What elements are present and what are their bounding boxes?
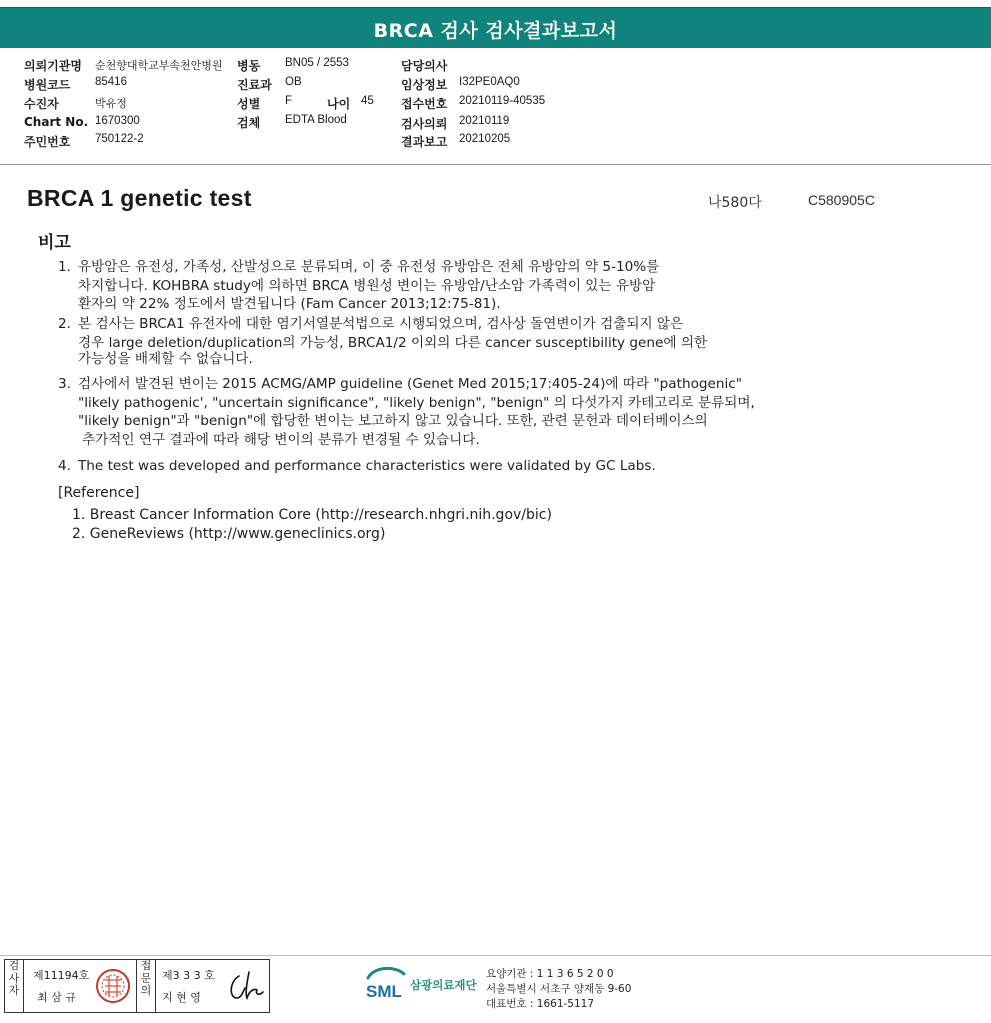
note-line: "likely pathogenic', "uncertain significance", "likely benign", "benign" 의 다섯가지 카테고리로 분류되며, bbox=[78, 394, 755, 411]
name-label: 수진자 bbox=[24, 97, 59, 111]
logo-text: SML bbox=[366, 982, 402, 1001]
institution-value: 순천향대학교부속천안병원 bbox=[95, 59, 223, 72]
dept-value: OB bbox=[285, 76, 302, 88]
note-number: 3. bbox=[58, 376, 71, 392]
reviewer-name: 지 현 영 bbox=[162, 991, 201, 1004]
note-line: 차지합니다. KOHBRA study에 의하면 BRCA 병원성 변이는 유방암/난소암 가족력이 있는 유방암 bbox=[78, 277, 656, 294]
note-number: 1. bbox=[58, 259, 71, 275]
examiner-seal-icon bbox=[95, 968, 131, 1004]
note-line: 환자의 약 22% 정도에서 발견됩니다 (Fam Cancer 2013;12:75-81). bbox=[78, 296, 501, 312]
sex-label: 성별 bbox=[237, 97, 261, 111]
name-value: 박유정 bbox=[95, 97, 127, 110]
report-date-value: 20210205 bbox=[459, 133, 511, 145]
code-label: 병원코드 bbox=[24, 78, 71, 92]
examiner-label: 검 사 자 bbox=[5, 960, 24, 1012]
note-line: 추가적인 연구 결과에 따라 해당 변이의 분류가 변경될 수 있습니다. bbox=[82, 431, 480, 448]
ward-label: 병동 bbox=[237, 59, 261, 73]
test-code-b: C580905C bbox=[808, 192, 875, 208]
id-label: 주민번호 bbox=[24, 135, 71, 149]
note-line: 본 검사는 BRCA1 유전자에 대한 염기서열분석법으로 시행되었으며, 검사상 돌연변이가 검출되지 않은 bbox=[78, 316, 684, 332]
age-value: 45 bbox=[361, 95, 374, 107]
request-value: 20210119 bbox=[459, 115, 510, 127]
patient-info-panel bbox=[0, 48, 991, 165]
institution-number: 요양기관 : 1 1 3 6 5 2 0 0 bbox=[486, 968, 614, 980]
code-value: 85416 bbox=[95, 76, 127, 88]
clinical-label: 임상정보 bbox=[401, 78, 448, 92]
note-line: 검사에서 발견된 변이는 2015 ACMG/AMP guideline (Genet Med 2015;17:405-24)에 따라 "pathogenic" bbox=[78, 376, 743, 392]
note-line: The test was developed and performance characteristics were validated by GC Labs. bbox=[78, 458, 656, 474]
corp-phone: 대표번호 : 1661-5117 bbox=[486, 998, 595, 1010]
note-line: "likely benign"과 "benign"에 합당한 변이는 보고하지 않고 있습니다. 또한, 관련 문헌과 데이터베이스의 bbox=[78, 413, 708, 429]
reviewer-label: 접 문 의 bbox=[136, 960, 156, 1012]
corp-name: 삼광의료재단 bbox=[410, 978, 477, 992]
doctor-label: 담당의사 bbox=[401, 59, 448, 73]
ward-value: BN05 / 2553 bbox=[285, 57, 349, 69]
reference-item: 2. GeneReviews (http://www.geneclinics.org) bbox=[72, 526, 386, 542]
specimen-value: EDTA Blood bbox=[285, 114, 347, 126]
sex-value: F bbox=[285, 95, 293, 107]
chart-value: 1670300 bbox=[95, 115, 140, 127]
reviewer-signature-icon bbox=[225, 966, 265, 1006]
receipt-value: 20210119-40535 bbox=[459, 95, 546, 107]
report-title: BRCA 검사 검사결과보고서 bbox=[373, 20, 618, 42]
corp-address: 서울특별시 서초구 양재동 9-60 bbox=[486, 983, 632, 995]
sml-logo-icon bbox=[364, 964, 408, 1004]
institution-label: 의뢰기관명 bbox=[24, 59, 82, 73]
request-label: 검사의뢰 bbox=[401, 117, 448, 131]
test-code-a: 나580다 bbox=[708, 195, 762, 211]
reference-title: [Reference] bbox=[58, 485, 140, 501]
age-label: 나이 bbox=[327, 97, 351, 111]
note-line: 유방암은 유전성, 가족성, 산발성으로 분류되며, 이 중 유전성 유방암은 전체 유방암의 약 5-10%를 bbox=[78, 259, 660, 275]
chart-label: Chart No. bbox=[24, 115, 89, 129]
id-value: 750122-2 bbox=[95, 133, 144, 145]
dept-label: 진료과 bbox=[237, 78, 272, 92]
clinical-value: I32PE0AQ0 bbox=[459, 76, 520, 88]
note-number: 2. bbox=[58, 316, 71, 332]
signature-box bbox=[4, 959, 270, 1013]
note-line: 경우 large deletion/duplication의 가능성, BRCA1/2 이외의 다른 cancer susceptibility gene에 의한 bbox=[78, 334, 708, 351]
specimen-label: 검체 bbox=[237, 116, 261, 130]
remarks-title: 비고 bbox=[38, 233, 71, 253]
receipt-label: 접수번호 bbox=[401, 97, 448, 111]
reference-item: 1. Breast Cancer Information Core (http://research.nhgri.nih.gov/bic) bbox=[72, 507, 552, 523]
report-title-bar bbox=[0, 7, 991, 49]
examiner-license: 제11194호 bbox=[33, 969, 90, 982]
test-heading: BRCA 1 genetic test bbox=[27, 185, 252, 211]
reviewer-license: 제3 3 3 호 bbox=[162, 969, 215, 982]
examiner-name: 최 삼 규 bbox=[37, 991, 76, 1004]
note-number: 4. bbox=[58, 458, 71, 474]
note-line: 가능성을 배제할 수 없습니다. bbox=[78, 351, 253, 367]
report-date-label: 결과보고 bbox=[401, 135, 448, 149]
